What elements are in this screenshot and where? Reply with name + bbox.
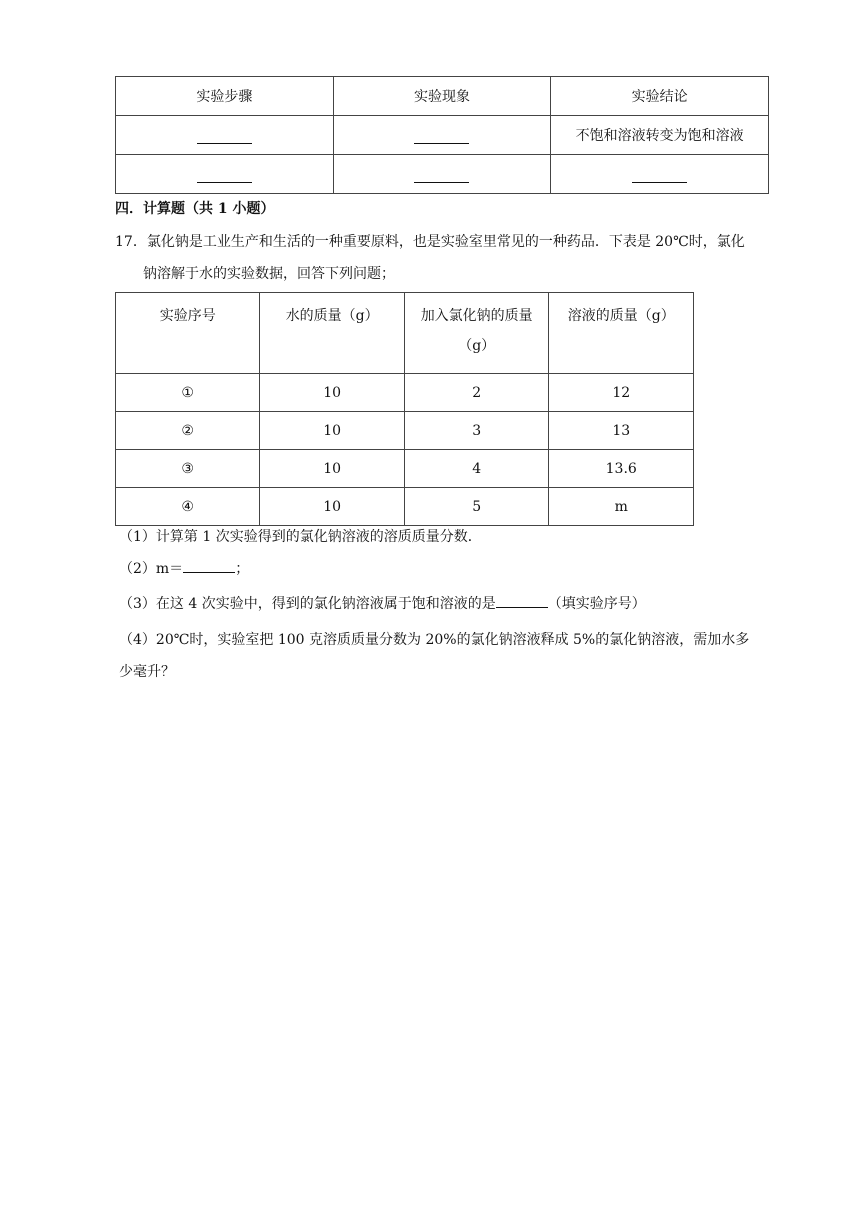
question-number: 17． [115,234,147,250]
table-row [116,488,694,526]
section-title: 四．计算题（共 1 小题） [115,201,275,217]
header-cell-steps: 实验步骤 [116,77,334,116]
answer-blank[interactable] [414,166,469,183]
table-cell: 5 [404,488,549,526]
table-row [116,450,694,488]
sub-question-text: （2）m＝ [119,561,184,577]
table-cell: 10 [260,488,405,526]
table-cell [116,155,334,194]
sub-question-text: （填实验序号） [547,596,646,612]
table-cell: 不饱和溶液转变为饱和溶液 [551,116,769,155]
header-cell-nacl-mass [404,293,549,374]
sub-question-2 [119,553,249,585]
table-cell: ① [116,374,260,412]
table-cell [333,116,551,155]
table-cell: 10 [260,412,405,450]
table-cell: 13.6 [549,450,694,488]
table-cell: 4 [404,450,549,488]
table-cell: m [549,488,694,526]
table-cell: 3 [404,412,549,450]
answer-blank[interactable] [414,127,469,144]
answer-blank[interactable] [197,127,252,144]
experiment-table [115,76,769,194]
sub-question-1: （1）计算第 1 次实验得到的氯化钠溶液的溶质质量分数． [119,529,482,545]
header-text: 加入氯化钠的质量 [420,308,533,324]
answer-blank[interactable] [197,166,252,183]
table-cell: 2 [404,374,549,412]
table-row [116,374,694,412]
table-cell [551,155,769,194]
table-header-row [116,293,694,374]
question-intro-line2: 钠溶解于水的实验数据，回答下列问题； [143,266,395,282]
table-row [116,155,769,194]
table-cell: ② [116,412,260,450]
table-cell: 10 [260,374,405,412]
answer-blank[interactable] [183,557,235,573]
table-cell: ③ [116,450,260,488]
header-cell-water-mass: 水的质量（g） [260,293,405,374]
answer-blank[interactable] [632,166,687,183]
table-row [116,116,769,155]
sub-question-4-line1: （4）20℃时，实验室把 100 克溶质质量分数为 20%的氯化钠溶液释成 5%的氯化钠溶液，需加水多 [119,632,750,648]
sub-question-text: ； [235,561,250,577]
table-cell [116,116,334,155]
table-cell: 13 [549,412,694,450]
answer-blank[interactable] [496,592,548,608]
table-cell: ④ [116,488,260,526]
table-row [116,412,694,450]
header-cell-conclusion: 实验结论 [551,77,769,116]
data-table [115,292,694,526]
table-cell: 10 [260,450,405,488]
sub-question-3 [119,588,646,620]
table-cell: 12 [549,374,694,412]
question-text: 氯化钠是工业生产和生活的一种重要原料，也是实验室里常见的一种药品．下表是 20℃时，氯化 [146,234,745,250]
sub-question-4-line2: 少毫升？ [119,664,175,680]
table-header-row [116,77,769,116]
sub-question-text: （3）在这 4 次实验中，得到的氯化钠溶液属于饱和溶液的是 [119,596,496,612]
header-cell-phenomena: 实验现象 [333,77,551,116]
header-cell-trial: 实验序号 [116,293,260,374]
question-intro-line1 [115,226,745,258]
header-text: （g） [458,338,496,354]
table-cell [333,155,551,194]
header-cell-solution-mass: 溶液的质量（g） [549,293,694,374]
